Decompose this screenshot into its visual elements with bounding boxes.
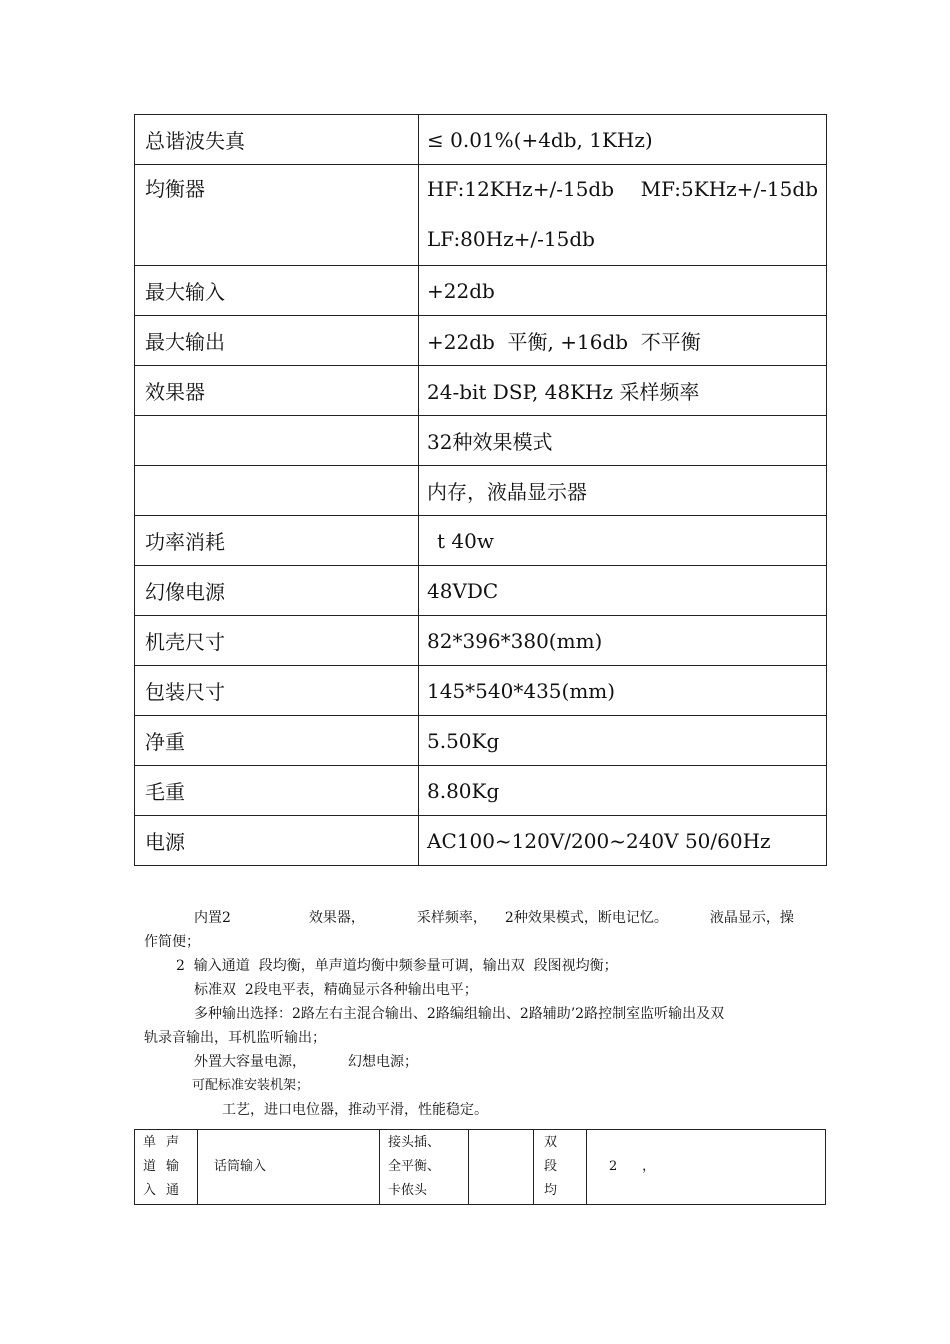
table-row — [135, 416, 827, 466]
cell-text: 接头插、 — [388, 1135, 441, 1150]
table-row — [135, 165, 827, 266]
spec-value: +22db 平衡, +16db 不平衡 — [419, 316, 827, 366]
note-text: 采样频率， — [416, 910, 487, 926]
channel-cell — [135, 1130, 198, 1205]
cell-text: 卡侬头 — [388, 1183, 428, 1198]
note-line: 标准双 2段电平表，精确显示各种输出电平； — [194, 982, 478, 998]
cell-text: 单声 — [143, 1135, 190, 1150]
cell-text: 入通 — [143, 1183, 190, 1198]
cell-text: 段 — [544, 1159, 558, 1174]
spec-value: AC100~120V/200~240V 50/60Hz — [419, 816, 827, 866]
note-line — [144, 1050, 814, 1074]
spec-label: 总谐波失真 — [135, 115, 419, 165]
input-spec-table — [134, 1129, 826, 1205]
cell-text: 道输 — [143, 1159, 190, 1174]
spec-value: 24-bit DSP, 48KHz 采样频率 — [419, 366, 827, 416]
spec-label — [135, 165, 419, 266]
table-row — [135, 115, 827, 165]
cell-text: 均 — [544, 1183, 558, 1198]
note-line: 可配标准安装机架； — [192, 1078, 310, 1093]
input-type-cell: 话筒输入 — [198, 1130, 380, 1205]
eq-mf: MF:5KHz+/-15db — [640, 177, 818, 201]
spec-label: 功率消耗 — [135, 516, 419, 566]
spec-label-text: 均衡器 — [145, 177, 205, 201]
feature-notes — [144, 906, 814, 1122]
spec-value: 8.80Kg — [419, 766, 827, 816]
eq-line-1 — [427, 177, 818, 201]
spec-value: 5.50Kg — [419, 716, 827, 766]
spec-label: 效果器 — [135, 366, 419, 416]
table-row — [135, 266, 827, 316]
spec-label: 净重 — [135, 716, 419, 766]
spec-label: 幻像电源 — [135, 566, 419, 616]
spec-label — [135, 416, 419, 466]
note-line: 多种输出选择：2路左右主混合输出、2路编组输出、2路辅助’2路控制室监听输出及双 — [194, 1006, 725, 1022]
spec-label — [135, 466, 419, 516]
spec-value: 48VDC — [419, 566, 827, 616]
note-text: 2种效果模式，断电记忆。 — [504, 910, 668, 926]
note-line — [144, 906, 814, 930]
note-line: 轨录音输出，耳机监听输出； — [144, 1030, 326, 1046]
eq-hf: HF:12KHz+/-15db — [427, 177, 615, 201]
table-row — [135, 666, 827, 716]
cell-text: 双 — [544, 1135, 558, 1150]
table-row — [135, 716, 827, 766]
spec-value: ≤ 0.01%(+4db, 1KHz) — [419, 115, 827, 165]
eq-cell — [534, 1130, 587, 1205]
connector-cell — [380, 1130, 469, 1205]
spec-label: 电源 — [135, 816, 419, 866]
spec-value: 内存，液晶显示器 — [419, 466, 827, 516]
eq-lf: LF:80Hz+/-15db — [427, 227, 595, 251]
table-row — [135, 566, 827, 616]
note-text: 外置大容量电源， — [194, 1054, 306, 1070]
spec-label: 包装尺寸 — [135, 666, 419, 716]
note-text: 内置2 — [194, 910, 231, 926]
note-line: 工艺，进口电位器，推动平滑，性能稳定。 — [222, 1102, 488, 1118]
note-text: 液晶显示，操 — [709, 910, 794, 926]
note-line: 作简便； — [144, 934, 200, 950]
spec-value: t 40w — [419, 516, 827, 566]
spec-value: +22db — [419, 266, 827, 316]
spec-label: 最大输入 — [135, 266, 419, 316]
spec-label: 毛重 — [135, 766, 419, 816]
cell-text: 全平衡、 — [388, 1159, 441, 1174]
note-line: 2 输入通道 段均衡，单声道均衡中频参量可调，输出双 段图视均衡； — [176, 958, 618, 974]
note-text: 幻想电源； — [348, 1054, 418, 1070]
table-row — [135, 766, 827, 816]
spec-value: 145*540*435(mm) — [419, 666, 827, 716]
spec-label: 机壳尺寸 — [135, 616, 419, 666]
table-row — [135, 616, 827, 666]
detail-cell: 2 ， — [587, 1130, 826, 1205]
table-row — [135, 316, 827, 366]
table-row — [135, 1130, 826, 1205]
spec-table — [134, 114, 827, 866]
spec-label: 最大输出 — [135, 316, 419, 366]
table-row — [135, 466, 827, 516]
empty-cell — [469, 1130, 534, 1205]
note-text: 效果器， — [308, 910, 365, 926]
table-row — [135, 816, 827, 866]
table-row — [135, 366, 827, 416]
spec-value: 32种效果模式 — [419, 416, 827, 466]
spec-value — [419, 165, 827, 266]
table-row — [135, 516, 827, 566]
spec-value: 82*396*380(mm) — [419, 616, 827, 666]
